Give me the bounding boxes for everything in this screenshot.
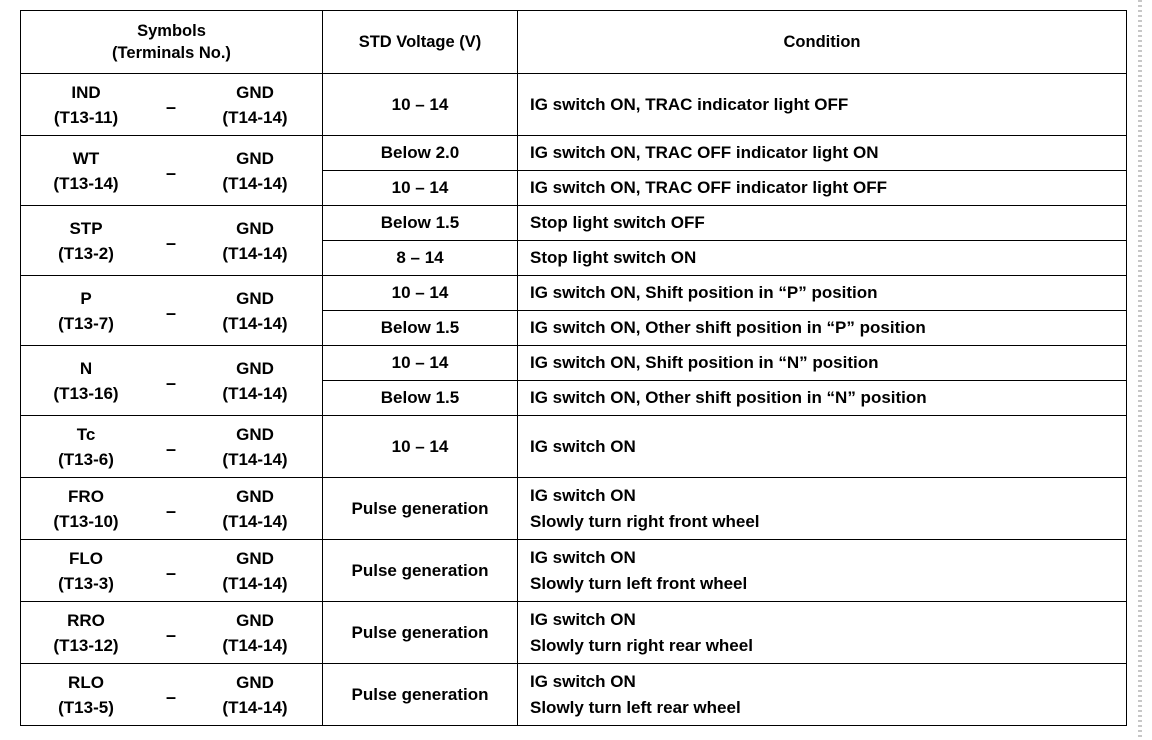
terminal-symbol: STP xyxy=(69,218,103,238)
terminal-symbol: IND xyxy=(71,82,101,102)
std-voltage-cell: Below 1.5 xyxy=(323,311,518,346)
condition-cell xyxy=(518,136,1127,171)
ground-terminal-number: (T14-14) xyxy=(222,243,288,263)
terminal-number: (T13-2) xyxy=(58,243,114,263)
table-row xyxy=(21,602,1127,664)
condition-cell xyxy=(518,478,1127,540)
ground-terminal-number: (T14-14) xyxy=(222,107,288,127)
std-voltage-cell: Pulse generation xyxy=(323,664,518,726)
terminal-symbol: FRO xyxy=(68,486,104,506)
condition-line: Slowly turn right rear wheel xyxy=(530,635,753,655)
ground-symbol: GND xyxy=(236,148,274,168)
condition-line: IG switch ON, TRAC indicator light OFF xyxy=(530,94,849,114)
ground-symbol: GND xyxy=(236,82,274,102)
symbols-header-line1: Symbols xyxy=(137,22,206,40)
voltage-check-table xyxy=(20,10,1127,726)
table-row xyxy=(21,136,1127,171)
terminal-dash: – xyxy=(165,233,176,253)
condition-cell xyxy=(518,540,1127,602)
condition-line: Slowly turn left front wheel xyxy=(530,573,748,593)
std-voltage-cell: Pulse generation xyxy=(323,602,518,664)
terminal-number: (T13-6) xyxy=(58,449,114,469)
terminal-pair-cell xyxy=(21,206,323,276)
condition-line: IG switch ON, Other shift position in “P” position xyxy=(530,318,926,337)
table-row xyxy=(21,74,1127,136)
terminal-pair-cell xyxy=(21,540,323,602)
terminal-number: (T13-5) xyxy=(58,697,114,717)
terminal-dash: – xyxy=(165,501,176,521)
condition-cell xyxy=(518,416,1127,478)
condition-cell xyxy=(518,311,1127,346)
condition-line: Slowly turn left rear wheel xyxy=(530,697,741,717)
std-voltage-cell: 8 – 14 xyxy=(323,241,518,276)
ground-terminal-number: (T14-14) xyxy=(222,697,288,717)
condition-cell xyxy=(518,74,1127,136)
voltage-header: STD Voltage (V) xyxy=(323,11,518,74)
terminal-pair-cell xyxy=(21,416,323,478)
terminal-dash: – xyxy=(165,687,176,707)
table-row xyxy=(21,664,1127,726)
condition-cell xyxy=(518,206,1127,241)
table-row xyxy=(21,478,1127,540)
condition-cell xyxy=(518,241,1127,276)
ground-symbol: GND xyxy=(236,218,274,238)
page-edge-marks xyxy=(1138,0,1142,740)
header-row xyxy=(21,11,1127,74)
terminal-pair-cell xyxy=(21,346,323,416)
condition-cell xyxy=(518,602,1127,664)
ground-terminal-number: (T14-14) xyxy=(222,173,288,193)
terminal-dash: – xyxy=(165,373,176,393)
std-voltage-cell: 10 – 14 xyxy=(323,276,518,311)
ground-symbol: GND xyxy=(236,288,274,308)
ground-symbol: GND xyxy=(236,358,274,378)
condition-line: IG switch ON, Shift position in “N” position xyxy=(530,353,879,372)
terminal-dash: – xyxy=(165,163,176,183)
std-voltage-cell: Pulse generation xyxy=(323,478,518,540)
ground-terminal-number: (T14-14) xyxy=(222,573,288,593)
std-voltage-cell: 10 – 14 xyxy=(323,346,518,381)
condition-line: IG switch ON xyxy=(530,436,636,456)
table-row xyxy=(21,346,1127,381)
condition-line: IG switch ON xyxy=(530,671,636,691)
std-voltage-cell: 10 – 14 xyxy=(323,171,518,206)
table-row xyxy=(21,540,1127,602)
ground-terminal-number: (T14-14) xyxy=(222,449,288,469)
condition-cell xyxy=(518,664,1127,726)
terminal-dash: – xyxy=(165,439,176,459)
terminal-pair-cell xyxy=(21,602,323,664)
condition-line: IG switch ON, Other shift position in “N” position xyxy=(530,388,927,407)
std-voltage-cell: Pulse generation xyxy=(323,540,518,602)
ground-terminal-number: (T14-14) xyxy=(222,313,288,333)
std-voltage-cell: 10 – 14 xyxy=(323,416,518,478)
terminal-number: (T13-11) xyxy=(53,107,119,127)
terminal-pair-cell xyxy=(21,276,323,346)
terminal-dash: – xyxy=(165,303,176,323)
condition-line: IG switch ON, TRAC OFF indicator light ON xyxy=(530,143,879,162)
condition-line: IG switch ON xyxy=(530,485,636,505)
condition-line: Stop light switch OFF xyxy=(530,213,705,232)
terminal-dash: – xyxy=(165,97,176,117)
terminal-number: (T13-16) xyxy=(53,383,119,403)
terminal-number: (T13-12) xyxy=(53,635,119,655)
ground-symbol: GND xyxy=(236,610,274,630)
ground-terminal-number: (T14-14) xyxy=(222,383,288,403)
table-row xyxy=(21,276,1127,311)
terminal-symbol: RRO xyxy=(67,610,105,630)
condition-cell xyxy=(518,381,1127,416)
ground-symbol: GND xyxy=(236,548,274,568)
terminal-number: (T13-7) xyxy=(58,313,114,333)
condition-cell xyxy=(518,171,1127,206)
terminal-dash: – xyxy=(165,563,176,583)
condition-cell xyxy=(518,276,1127,311)
condition-line: IG switch ON xyxy=(530,547,636,567)
ground-symbol: GND xyxy=(236,486,274,506)
terminal-symbol: FLO xyxy=(69,548,103,568)
ground-symbol: GND xyxy=(236,672,274,692)
terminal-pair-cell xyxy=(21,664,323,726)
condition-header: Condition xyxy=(518,11,1127,74)
std-voltage-cell: Below 2.0 xyxy=(323,136,518,171)
terminal-symbol: P xyxy=(80,288,92,308)
std-voltage-cell: Below 1.5 xyxy=(323,381,518,416)
condition-line: Slowly turn right front wheel xyxy=(530,511,760,531)
condition-line: IG switch ON, TRAC OFF indicator light OFF xyxy=(530,178,887,197)
condition-cell xyxy=(518,346,1127,381)
terminal-number: (T13-10) xyxy=(53,511,119,531)
std-voltage-cell: 10 – 14 xyxy=(323,74,518,136)
terminal-symbol: WT xyxy=(72,148,100,168)
condition-line: IG switch ON, Shift position in “P” position xyxy=(530,283,878,302)
symbols-header xyxy=(21,11,323,74)
terminal-symbol: N xyxy=(79,358,93,378)
ground-terminal-number: (T14-14) xyxy=(222,511,288,531)
terminal-pair-cell xyxy=(21,478,323,540)
symbols-header-line2: (Terminals No.) xyxy=(112,44,231,62)
ground-symbol: GND xyxy=(236,424,274,444)
terminal-dash: – xyxy=(165,625,176,645)
std-voltage-cell: Below 1.5 xyxy=(323,206,518,241)
table-row xyxy=(21,416,1127,478)
table-row xyxy=(21,206,1127,241)
condition-line: IG switch ON xyxy=(530,609,636,629)
condition-line: Stop light switch ON xyxy=(530,248,697,267)
terminal-pair-cell xyxy=(21,136,323,206)
terminal-symbol: RLO xyxy=(68,672,104,692)
terminal-number: (T13-3) xyxy=(58,573,114,593)
terminal-symbol: Tc xyxy=(76,424,96,444)
terminal-pair-cell xyxy=(21,74,323,136)
ground-terminal-number: (T14-14) xyxy=(222,635,288,655)
terminal-number: (T13-14) xyxy=(53,173,119,193)
